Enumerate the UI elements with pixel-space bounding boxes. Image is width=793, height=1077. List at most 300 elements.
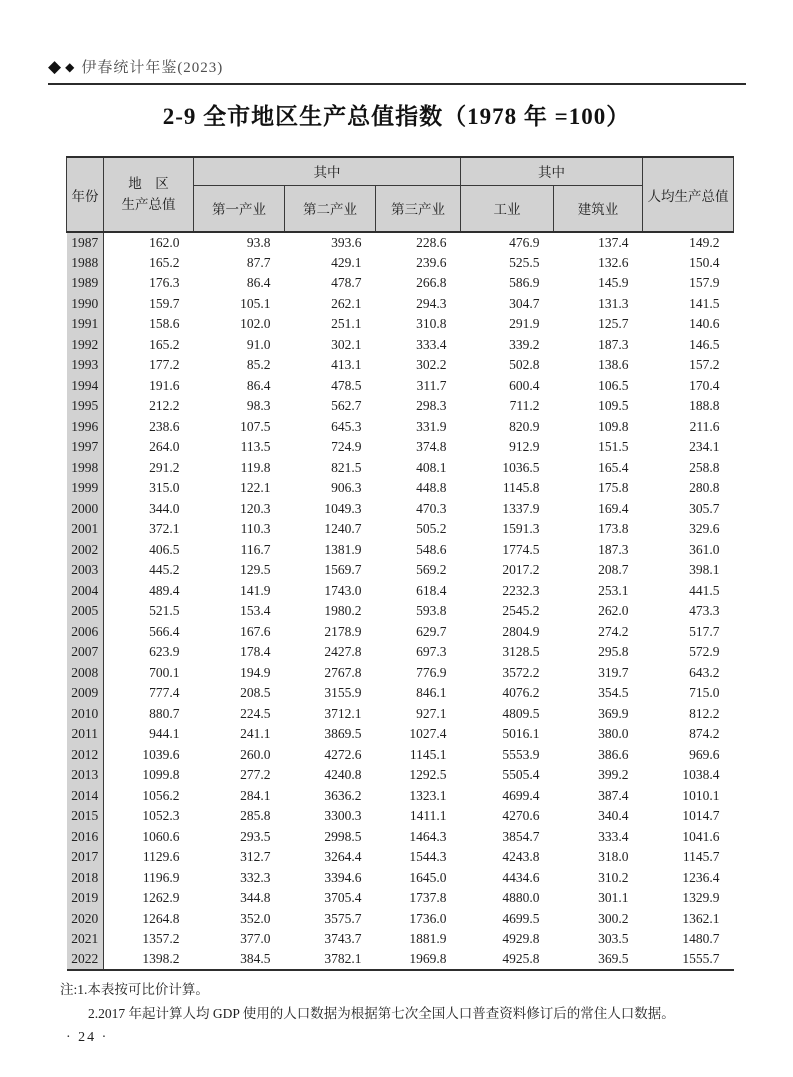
- year-cell: 1998: [67, 458, 104, 479]
- value-cell: 304.7: [509, 295, 540, 311]
- value-cell: 109.5: [598, 398, 629, 414]
- value-cell: 711.2: [509, 398, 540, 414]
- year-cell: 1994: [67, 376, 104, 397]
- value-cell: 3572.2: [502, 664, 540, 680]
- value-cell: 643.2: [689, 664, 720, 680]
- table-header: [67, 157, 734, 232]
- col-group-among-industries: 其中: [194, 157, 461, 185]
- value-cell: 2998.5: [324, 828, 362, 844]
- value-cell: 372.1: [149, 521, 180, 537]
- diamond-icon: ◆: [48, 57, 62, 76]
- value-cell: 120.3: [240, 500, 271, 516]
- value-cell: 140.6: [689, 316, 720, 332]
- value-cell: 137.4: [598, 234, 629, 250]
- value-cell: 194.9: [240, 664, 271, 680]
- value-cell: 157.2: [689, 357, 720, 373]
- value-cell: 113.5: [240, 439, 271, 455]
- value-cell: 315.0: [149, 480, 180, 496]
- value-cell: 285.8: [240, 808, 271, 824]
- value-cell: 105.1: [240, 295, 271, 311]
- table-row: [67, 888, 734, 909]
- year-cell: 2012: [67, 745, 104, 766]
- value-cell: 149.2: [689, 234, 720, 250]
- value-cell: 129.5: [240, 562, 271, 578]
- value-cell: 846.1: [416, 685, 447, 701]
- value-cell: 1464.3: [409, 828, 447, 844]
- year-cell: 1993: [67, 355, 104, 376]
- value-cell: 399.2: [598, 767, 629, 783]
- table-row: [67, 601, 734, 622]
- note-line: 2.2017 年起计算人均 GDP 使用的人口数据为根据第七次全国人口普查资料修订后的常住人口数据。: [88, 1005, 675, 1021]
- value-cell: 1398.2: [142, 951, 180, 967]
- value-cell: 1264.8: [142, 910, 180, 926]
- value-cell: 141.9: [240, 582, 271, 598]
- year-cell: 2016: [67, 827, 104, 848]
- value-cell: 445.2: [149, 562, 180, 578]
- value-cell: 1010.1: [682, 787, 720, 803]
- value-cell: 5016.1: [502, 726, 540, 742]
- col-header-industry: 工业: [461, 185, 554, 232]
- value-cell: 1038.4: [682, 767, 720, 783]
- value-cell: 3264.4: [324, 849, 362, 865]
- col-header-year: 年份: [67, 157, 104, 232]
- year-cell: 2008: [67, 663, 104, 684]
- value-cell: 187.3: [598, 336, 629, 352]
- value-cell: 262.0: [598, 603, 629, 619]
- value-cell: 369.5: [598, 951, 629, 967]
- table-body: [67, 232, 734, 970]
- value-cell: 1196.9: [142, 869, 180, 885]
- value-cell: 333.4: [598, 828, 629, 844]
- value-cell: 3712.1: [324, 705, 362, 721]
- col-header-regional-gdp-line1: 地 区: [128, 175, 169, 191]
- year-cell: 1997: [67, 437, 104, 458]
- value-cell: 332.3: [240, 869, 271, 885]
- value-cell: 4270.6: [502, 808, 540, 824]
- value-cell: 1357.2: [142, 931, 180, 947]
- value-cell: 1569.7: [324, 562, 362, 578]
- table-row: [67, 950, 734, 971]
- value-cell: 912.9: [509, 439, 540, 455]
- year-cell: 1987: [67, 232, 104, 253]
- value-cell: 776.9: [416, 664, 447, 680]
- value-cell: 1645.0: [409, 869, 447, 885]
- value-cell: 251.1: [331, 316, 362, 332]
- year-cell: 2020: [67, 909, 104, 930]
- value-cell: 2017.2: [502, 562, 540, 578]
- value-cell: 906.3: [331, 480, 362, 496]
- table-row: [67, 724, 734, 745]
- value-cell: 264.0: [149, 439, 180, 455]
- value-cell: 310.2: [598, 869, 629, 885]
- value-cell: 125.7: [598, 316, 629, 332]
- value-cell: 301.1: [598, 890, 629, 906]
- year-cell: 1999: [67, 478, 104, 499]
- value-cell: 1049.3: [324, 500, 362, 516]
- value-cell: 3300.3: [324, 808, 362, 824]
- value-cell: 109.8: [598, 418, 629, 434]
- value-cell: 119.8: [240, 459, 271, 475]
- table-row: [67, 478, 734, 499]
- value-cell: 548.6: [416, 541, 447, 557]
- table-row: [67, 376, 734, 397]
- value-cell: 1292.5: [409, 767, 447, 783]
- value-cell: 505.2: [416, 521, 447, 537]
- value-cell: 311.7: [416, 377, 447, 393]
- value-cell: 3636.2: [324, 787, 362, 803]
- value-cell: 380.0: [598, 726, 629, 742]
- value-cell: 1027.4: [409, 726, 447, 742]
- value-cell: 1036.5: [502, 459, 540, 475]
- value-cell: 110.3: [240, 521, 271, 537]
- value-cell: 502.8: [509, 357, 540, 373]
- year-cell: 2021: [67, 929, 104, 950]
- table-row: [67, 273, 734, 294]
- year-cell: 2010: [67, 704, 104, 725]
- value-cell: 812.2: [689, 705, 720, 721]
- value-cell: 280.8: [689, 480, 720, 496]
- value-cell: 4809.5: [502, 705, 540, 721]
- value-cell: 1480.7: [682, 931, 720, 947]
- value-cell: 384.5: [240, 951, 271, 967]
- value-cell: 1145.7: [682, 849, 720, 865]
- value-cell: 224.5: [240, 705, 271, 721]
- value-cell: 300.2: [598, 910, 629, 926]
- table-row: [67, 929, 734, 950]
- table-title: 2-9 全市地区生产总值指数（1978 年 =100）: [162, 104, 631, 129]
- running-head: [48, 56, 746, 85]
- value-cell: 715.0: [689, 685, 720, 701]
- value-cell: 969.6: [689, 746, 720, 762]
- value-cell: 167.6: [240, 623, 271, 639]
- value-cell: 4243.8: [502, 849, 540, 865]
- value-cell: 188.8: [689, 398, 720, 414]
- table-row: [67, 458, 734, 479]
- table-row: [67, 909, 734, 930]
- value-cell: 165.2: [149, 254, 180, 270]
- value-cell: 262.1: [331, 295, 362, 311]
- note-line: 注:1.本表按可比价计算。: [60, 982, 209, 997]
- year-cell: 2001: [67, 519, 104, 540]
- year-cell: 2019: [67, 888, 104, 909]
- table-row: [67, 335, 734, 356]
- value-cell: 234.1: [689, 439, 720, 455]
- value-cell: 318.0: [598, 849, 629, 865]
- value-cell: 3782.1: [324, 951, 362, 967]
- col-header-per-capita-gdp: 人均生产总值: [643, 157, 734, 232]
- year-cell: 2006: [67, 622, 104, 643]
- value-cell: 339.2: [509, 336, 540, 352]
- table-row: [67, 396, 734, 417]
- value-cell: 284.1: [240, 787, 271, 803]
- col-group-among-secondary: 其中: [461, 157, 643, 185]
- header-group-row: [67, 157, 734, 185]
- value-cell: 86.4: [246, 275, 271, 291]
- col-header-regional-gdp-line2: 生产总值: [121, 196, 176, 212]
- value-cell: 3705.4: [324, 890, 362, 906]
- value-cell: 298.3: [416, 398, 447, 414]
- value-cell: 429.1: [331, 254, 362, 270]
- value-cell: 566.4: [149, 623, 180, 639]
- table-row: [67, 806, 734, 827]
- value-cell: 132.6: [598, 254, 629, 270]
- value-cell: 305.7: [689, 500, 720, 516]
- table-row: [67, 765, 734, 786]
- value-cell: 1041.6: [682, 828, 720, 844]
- table-row: [67, 253, 734, 274]
- value-cell: 517.7: [689, 623, 720, 639]
- value-cell: 228.6: [416, 234, 447, 250]
- value-cell: 2232.3: [502, 582, 540, 598]
- value-cell: 212.2: [149, 398, 180, 414]
- year-cell: 1990: [67, 294, 104, 315]
- value-cell: 191.6: [149, 377, 180, 393]
- value-cell: 354.5: [598, 685, 629, 701]
- value-cell: 277.2: [240, 767, 271, 783]
- page-number: · 24 ·: [66, 1030, 109, 1045]
- value-cell: 1014.7: [682, 808, 720, 824]
- col-header-regional-gdp: [104, 157, 194, 232]
- diamond-icon: ◆: [65, 59, 75, 74]
- value-cell: 93.8: [246, 234, 271, 250]
- value-cell: 344.8: [240, 890, 271, 906]
- value-cell: 3394.6: [324, 869, 362, 885]
- value-cell: 175.8: [598, 480, 629, 496]
- year-cell: 1995: [67, 396, 104, 417]
- value-cell: 253.1: [598, 582, 629, 598]
- table-row: [67, 519, 734, 540]
- table-row: [67, 417, 734, 438]
- value-cell: 1039.6: [142, 746, 180, 762]
- value-cell: 291.9: [509, 316, 540, 332]
- value-cell: 1591.3: [502, 521, 540, 537]
- value-cell: 241.1: [240, 726, 271, 742]
- value-cell: 153.4: [240, 603, 271, 619]
- table-row: [67, 745, 734, 766]
- value-cell: 85.2: [246, 357, 271, 373]
- value-cell: 521.5: [149, 603, 180, 619]
- value-cell: 5505.4: [502, 767, 540, 783]
- value-cell: 2178.9: [324, 623, 362, 639]
- value-cell: 169.4: [598, 500, 629, 516]
- value-cell: 165.4: [598, 459, 629, 475]
- value-cell: 393.6: [331, 234, 362, 250]
- table-row: [67, 642, 734, 663]
- value-cell: 107.5: [240, 418, 271, 434]
- value-cell: 274.2: [598, 623, 629, 639]
- value-cell: 177.2: [149, 357, 180, 373]
- year-cell: 2011: [67, 724, 104, 745]
- value-cell: 4272.6: [324, 746, 362, 762]
- value-cell: 187.3: [598, 541, 629, 557]
- value-cell: 208.5: [240, 685, 271, 701]
- table-notes: [60, 978, 750, 1025]
- value-cell: 150.4: [689, 254, 720, 270]
- year-cell: 2015: [67, 806, 104, 827]
- value-cell: 331.9: [416, 418, 447, 434]
- value-cell: 3575.7: [324, 910, 362, 926]
- year-cell: 2009: [67, 683, 104, 704]
- table-row: [67, 827, 734, 848]
- value-cell: 880.7: [149, 705, 180, 721]
- value-cell: 1544.3: [409, 849, 447, 865]
- value-cell: 4880.0: [502, 890, 540, 906]
- value-cell: 208.7: [598, 562, 629, 578]
- value-cell: 3743.7: [324, 931, 362, 947]
- value-cell: 302.1: [331, 336, 362, 352]
- value-cell: 145.9: [598, 275, 629, 291]
- value-cell: 2427.8: [324, 644, 362, 660]
- year-cell: 2005: [67, 601, 104, 622]
- col-header-primary-industry: 第一产业: [194, 185, 285, 232]
- value-cell: 3854.7: [502, 828, 540, 844]
- value-cell: 340.4: [598, 808, 629, 824]
- value-cell: 398.1: [689, 562, 720, 578]
- value-cell: 291.2: [149, 459, 180, 475]
- value-cell: 820.9: [509, 418, 540, 434]
- value-cell: 258.8: [689, 459, 720, 475]
- value-cell: 473.3: [689, 603, 720, 619]
- value-cell: 386.6: [598, 746, 629, 762]
- value-cell: 1099.8: [142, 767, 180, 783]
- value-cell: 1411.1: [409, 808, 447, 824]
- value-cell: 178.4: [240, 644, 271, 660]
- value-cell: 3869.5: [324, 726, 362, 742]
- year-cell: 2022: [67, 950, 104, 971]
- value-cell: 413.1: [331, 357, 362, 373]
- value-cell: 1881.9: [409, 931, 447, 947]
- value-cell: 1737.8: [409, 890, 447, 906]
- value-cell: 162.0: [149, 234, 180, 250]
- value-cell: 700.1: [149, 664, 180, 680]
- value-cell: 387.4: [598, 787, 629, 803]
- value-cell: 3155.9: [324, 685, 362, 701]
- value-cell: 562.7: [331, 398, 362, 414]
- value-cell: 478.5: [331, 377, 362, 393]
- value-cell: 122.1: [240, 480, 271, 496]
- col-header-construction: 建筑业: [554, 185, 643, 232]
- value-cell: 131.3: [598, 295, 629, 311]
- value-cell: 1743.0: [324, 582, 362, 598]
- table-row: [67, 683, 734, 704]
- value-cell: 151.5: [598, 439, 629, 455]
- value-cell: 170.4: [689, 377, 720, 393]
- table-row: [67, 560, 734, 581]
- value-cell: 239.6: [416, 254, 447, 270]
- value-cell: 1980.2: [324, 603, 362, 619]
- value-cell: 525.5: [509, 254, 540, 270]
- table-row: [67, 847, 734, 868]
- value-cell: 1362.1: [682, 910, 720, 926]
- value-cell: 294.3: [416, 295, 447, 311]
- value-cell: 1240.7: [324, 521, 362, 537]
- value-cell: 1329.9: [682, 890, 720, 906]
- value-cell: 408.1: [416, 459, 447, 475]
- value-cell: 1555.7: [682, 951, 720, 967]
- value-cell: 369.9: [598, 705, 629, 721]
- value-cell: 266.8: [416, 275, 447, 291]
- value-cell: 165.2: [149, 336, 180, 352]
- value-cell: 4929.8: [502, 931, 540, 947]
- value-cell: 87.7: [246, 254, 271, 270]
- value-cell: 4925.8: [502, 951, 540, 967]
- value-cell: 319.7: [598, 664, 629, 680]
- value-cell: 211.6: [689, 418, 720, 434]
- value-cell: 102.0: [240, 316, 271, 332]
- value-cell: 106.5: [598, 377, 629, 393]
- year-cell: 2007: [67, 642, 104, 663]
- value-cell: 1060.6: [142, 828, 180, 844]
- value-cell: 4076.2: [502, 685, 540, 701]
- value-cell: 572.9: [689, 644, 720, 660]
- value-cell: 441.5: [689, 582, 720, 598]
- value-cell: 377.0: [240, 931, 271, 947]
- value-cell: 777.4: [149, 685, 180, 701]
- value-cell: 618.4: [416, 582, 447, 598]
- table-row: [67, 232, 734, 253]
- value-cell: 310.8: [416, 316, 447, 332]
- value-cell: 1323.1: [409, 787, 447, 803]
- year-cell: 2018: [67, 868, 104, 889]
- value-cell: 98.3: [246, 398, 271, 414]
- value-cell: 478.7: [331, 275, 362, 291]
- value-cell: 158.6: [149, 316, 180, 332]
- value-cell: 303.5: [598, 931, 629, 947]
- value-cell: 569.2: [416, 562, 447, 578]
- value-cell: 146.5: [689, 336, 720, 352]
- value-cell: 724.9: [331, 439, 362, 455]
- year-cell: 2000: [67, 499, 104, 520]
- value-cell: 1381.9: [324, 541, 362, 557]
- value-cell: 295.8: [598, 644, 629, 660]
- gdp-index-table: [66, 156, 734, 971]
- value-cell: 5553.9: [502, 746, 540, 762]
- value-cell: 1056.2: [142, 787, 180, 803]
- value-cell: 1736.0: [409, 910, 447, 926]
- value-cell: 629.7: [416, 623, 447, 639]
- value-cell: 4434.6: [502, 869, 540, 885]
- value-cell: 1145.1: [409, 746, 447, 762]
- value-cell: 4699.4: [502, 787, 540, 803]
- value-cell: 406.5: [149, 541, 180, 557]
- value-cell: 344.0: [149, 500, 180, 516]
- value-cell: 1129.6: [142, 849, 180, 865]
- value-cell: 593.8: [416, 603, 447, 619]
- table-row: [67, 622, 734, 643]
- year-cell: 2002: [67, 540, 104, 561]
- value-cell: 1262.9: [142, 890, 180, 906]
- value-cell: 86.4: [246, 377, 271, 393]
- value-cell: 2545.2: [502, 603, 540, 619]
- value-cell: 623.9: [149, 644, 180, 660]
- value-cell: 697.3: [416, 644, 447, 660]
- value-cell: 238.6: [149, 418, 180, 434]
- value-cell: 157.9: [689, 275, 720, 291]
- value-cell: 333.4: [416, 336, 447, 352]
- value-cell: 176.3: [149, 275, 180, 291]
- year-cell: 1996: [67, 417, 104, 438]
- year-cell: 2013: [67, 765, 104, 786]
- table-row: [67, 437, 734, 458]
- year-cell: 1988: [67, 253, 104, 274]
- value-cell: 2804.9: [502, 623, 540, 639]
- col-header-tertiary-industry: 第三产业: [376, 185, 461, 232]
- year-cell: 2017: [67, 847, 104, 868]
- value-cell: 173.8: [598, 521, 629, 537]
- value-cell: 586.9: [509, 275, 540, 291]
- value-cell: 329.6: [689, 521, 720, 537]
- year-cell: 1991: [67, 314, 104, 335]
